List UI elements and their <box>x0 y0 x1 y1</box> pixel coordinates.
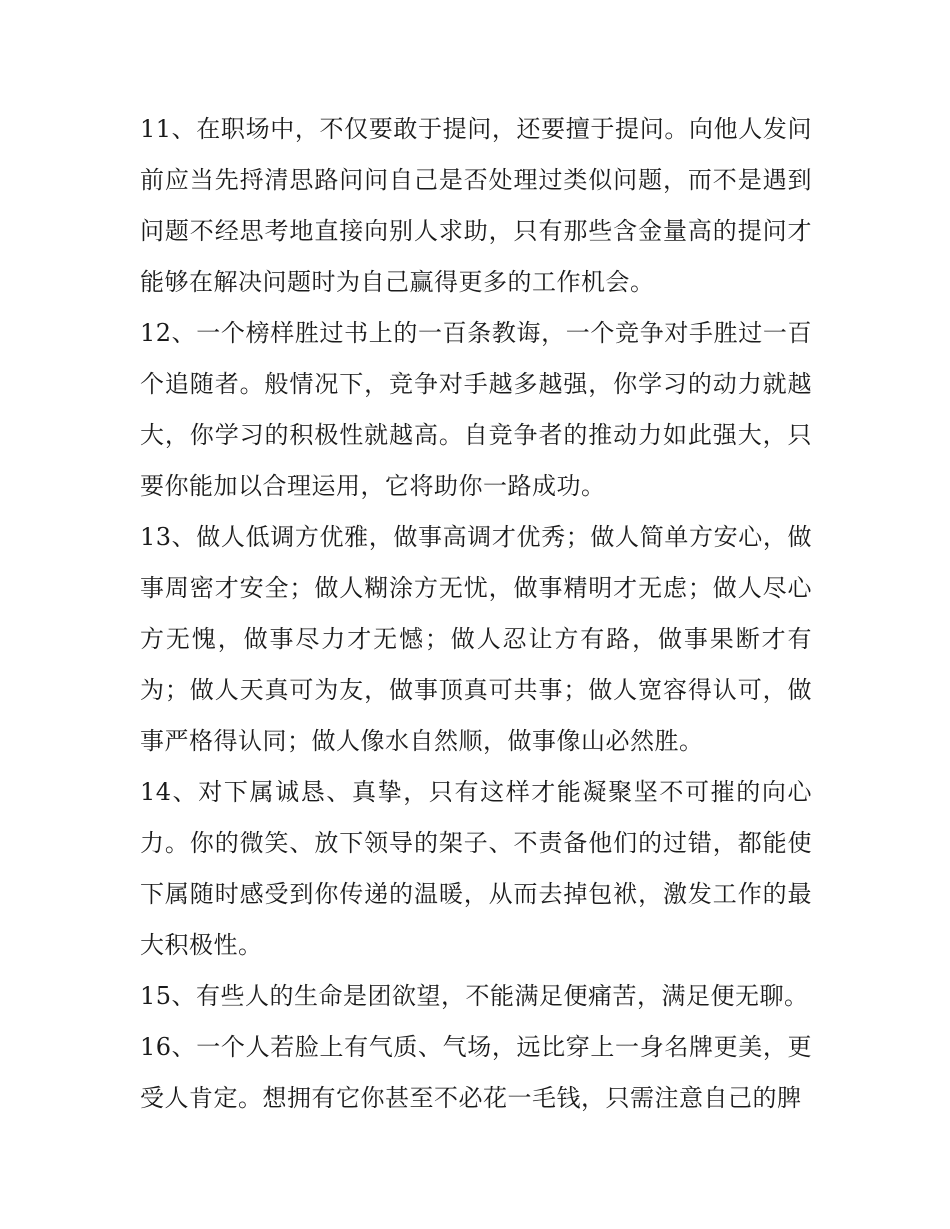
document-page <box>140 104 812 1184</box>
paragraph-16: 16、一个人若脸上有气质、气场，远比穿上一身名牌更美，更受人肯定。想拥有它你甚至不必花一毛钱，只需注意自己的脾 <box>140 1033 812 1112</box>
paragraph-14: 14、对下属诚恳、真挚，只有这样才能凝聚坚不可摧的向心力。你的微笑、放下领导的架子、不责备他们的过错，都能使下属随时感受到你传递的温暖，从而去掉包袱，激发工作的最大积极性。 <box>140 778 812 959</box>
paragraph-13: 13、做人低调方优雅，做事高调才优秀；做人简单方安心，做事周密才安全；做人糊涂方无忧，做事精明才无虑；做人尽心方无愧，做事尽力才无憾；做人忍让方有路，做事果断才有为；做人天真可为友，做事顶真可共事；做人宽容得认可，做事严格得认同；做人像水自然顺，做事像山必然胜。 <box>140 523 812 755</box>
paragraph-12: 12、一个榜样胜过书上的一百条教诲，一个竞争对手胜过一百个追随者。般情况下，竞争对手越多越强，你学习的动力就越大，你学习的积极性就越高。自竞争者的推动力如此强大，只要你能加以合理运用，它将助你一路成功。 <box>140 319 812 500</box>
paragraph-11: 11、在职场中，不仅要敢于提问，还要擅于提问。向他人发问前应当先捋清思路问问自己是否处理过类似问题，而不是遇到问题不经思考地直接向别人求助，只有那些含金量高的提问才能够在解决问题时为自己赢得更多的工作机会。 <box>140 115 812 296</box>
paragraph-15: 15、有些人的生命是团欲望，不能满足便痛苦，满足便无聊。 <box>140 982 809 1010</box>
